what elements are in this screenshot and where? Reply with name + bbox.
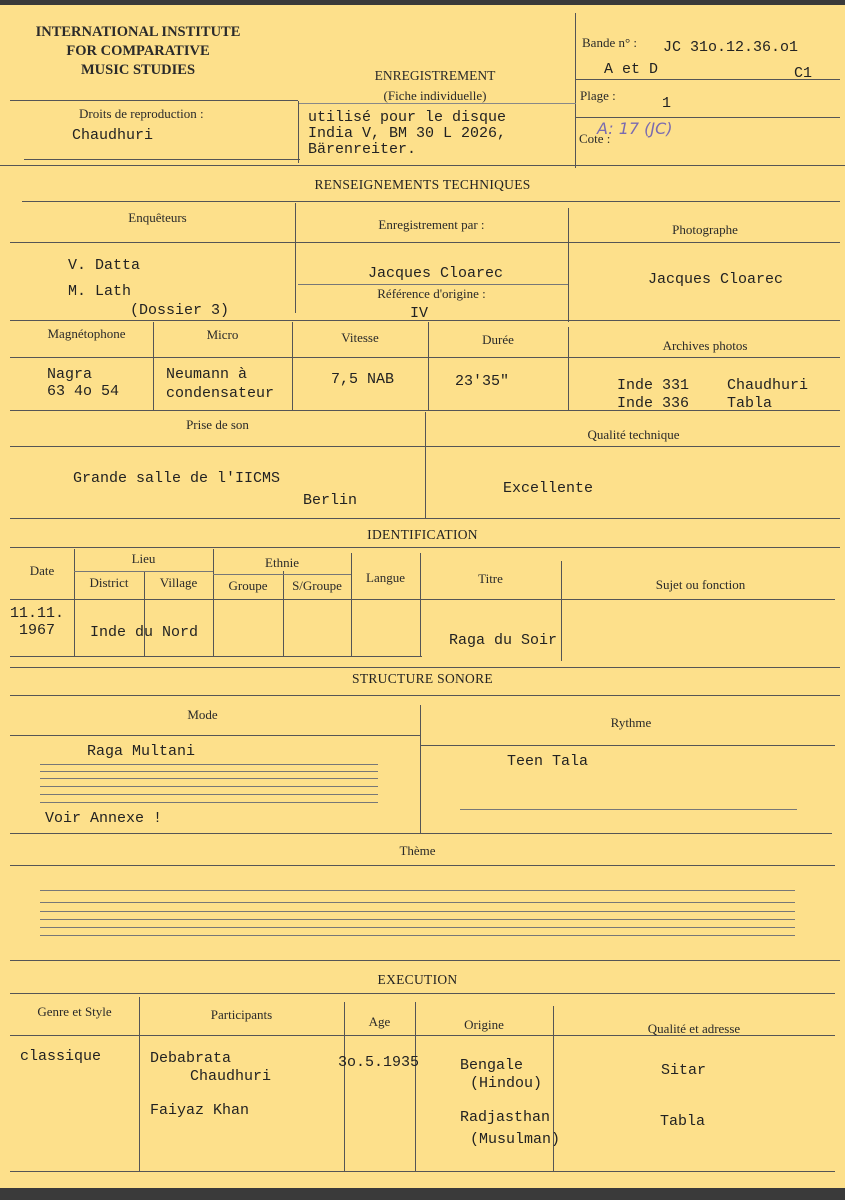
institute-name-line2: FOR COMPARATIVE — [66, 43, 210, 59]
lieu-label: Lieu — [131, 551, 156, 566]
participant1-line1: Debabrata — [150, 1050, 232, 1067]
enregistrement-par-line — [298, 284, 568, 285]
archives-2b: Tabla — [727, 395, 773, 412]
plage-line — [576, 117, 840, 118]
mode-line-4 — [40, 786, 378, 787]
mode-line-2 — [40, 771, 378, 772]
rythme-label: Rythme — [610, 715, 652, 730]
droits-value: Chaudhuri — [72, 127, 154, 144]
mode-line-6 — [40, 802, 378, 803]
langue-label: Langue — [366, 570, 405, 585]
participant1-origine-line1: Bengale — [460, 1057, 524, 1074]
participant1-line2: Chaudhuri — [190, 1068, 272, 1085]
technique-row2-top — [10, 320, 840, 321]
theme-line-5 — [40, 927, 795, 928]
magnetophone-label: Magnétophone — [47, 326, 126, 341]
execution-title-line — [10, 993, 835, 994]
reference-label: Référence d'origine : — [377, 286, 486, 301]
bande-line — [576, 79, 840, 80]
disque-line3: Bärenreiter. — [308, 141, 417, 158]
institute-name-line3: MUSIC STUDIES — [80, 62, 196, 78]
ethnie-subline — [213, 574, 351, 575]
enqueteur-1: V. Datta — [68, 257, 141, 274]
theme-header-line — [10, 865, 835, 866]
theme-line-6 — [40, 935, 795, 936]
prise-divider — [425, 412, 426, 519]
vitesse-label: Vitesse — [341, 330, 379, 345]
mode-value: Raga Multani — [87, 743, 196, 760]
sgroupe-label: S/Groupe — [292, 578, 342, 593]
identification-header-line — [10, 599, 835, 600]
mode-divider — [420, 705, 421, 833]
duree-label: Durée — [482, 332, 514, 347]
theme-label: Thème — [399, 843, 436, 858]
micro-line1: Neumann à — [166, 366, 248, 383]
photographe-label: Photographe — [672, 222, 738, 237]
rythme-header-line — [420, 745, 835, 746]
duree-value: 23'35" — [455, 373, 510, 390]
theme-line-3 — [40, 911, 795, 912]
lieu-subline — [74, 571, 213, 572]
micro-label: Micro — [206, 327, 239, 342]
groupe-label: Groupe — [228, 578, 268, 593]
genre-divider — [139, 997, 140, 1171]
structure-section-title: STRUCTURE SONORE — [352, 671, 493, 686]
duree-divider — [568, 327, 569, 410]
sujet-label: Sujet ou fonction — [655, 577, 746, 592]
bande-sub-right: C1 — [794, 65, 813, 82]
enregistrement-par-label: Enregistrement par : — [378, 217, 485, 232]
titre-value: Raga du Soir — [449, 632, 558, 649]
theme-bottom-line — [10, 960, 840, 961]
prise-de-son-label: Prise de son — [186, 417, 249, 432]
dossier-number: (Dossier 3) — [130, 302, 230, 319]
genre-value: classique — [20, 1048, 102, 1065]
ethnie-divider — [351, 553, 352, 657]
reference-value: IV — [410, 305, 429, 322]
institute-name-line1: INTERNATIONAL INSTITUTE — [35, 24, 241, 40]
mode-line-5 — [40, 794, 378, 795]
genre-style-label: Genre et Style — [37, 1004, 112, 1019]
archives-1b: Chaudhuri — [727, 377, 809, 394]
titre-label: Titre — [478, 571, 503, 586]
technique-section-title: RENSEIGNEMENTS TECHNIQUES — [314, 177, 531, 192]
ethnie-label: Ethnie — [265, 555, 299, 570]
age-label: Age — [368, 1014, 391, 1029]
mode-label: Mode — [187, 707, 218, 722]
plage-value: 1 — [662, 95, 672, 112]
village-label: Village — [159, 575, 198, 590]
identification-bottom-line — [10, 667, 840, 668]
technique-header-line — [10, 242, 840, 243]
enqueteurs-label: Enquêteurs — [128, 210, 187, 225]
district-label: District — [89, 575, 129, 590]
micro-line2: condensateur — [166, 385, 275, 402]
theme-line-4 — [40, 919, 795, 920]
header-bottom-left — [24, 159, 300, 160]
participants-label: Participants — [210, 1007, 273, 1022]
qualite-adresse-label: Qualité et adresse — [647, 1021, 741, 1036]
droits-divider — [298, 101, 299, 163]
enqueteur-2: M. Lath — [68, 283, 132, 300]
rythme-line — [460, 809, 797, 810]
header-divider — [575, 13, 576, 168]
participant1-origine-line2: (Hindou) — [470, 1075, 543, 1092]
header-bottom-line — [0, 165, 845, 166]
rythme-value: Teen Tala — [507, 753, 589, 770]
identification-section-title: IDENTIFICATION — [367, 527, 478, 542]
structure-bottom-line — [10, 833, 832, 834]
disque-line2: India V, BM 30 L 2026, — [308, 125, 507, 142]
titre-divider — [561, 561, 562, 661]
mode-header-line — [10, 735, 420, 736]
header-mid-line — [298, 103, 576, 104]
form-title: ENREGISTREMENT — [374, 68, 496, 83]
structure-title-line — [10, 695, 840, 696]
execution-section-title: EXECUTION — [377, 972, 458, 987]
langue-divider — [420, 553, 421, 657]
participant2-qualite: Tabla — [660, 1113, 706, 1130]
technique-title-line — [22, 201, 840, 202]
plage-label: Plage : — [580, 88, 616, 103]
participant1-qualite: Sitar — [661, 1062, 707, 1079]
photographe-value: Jacques Cloarec — [648, 271, 784, 288]
identification-bottom-left — [10, 656, 422, 657]
disque-line1: utilisé pour le disque — [308, 109, 507, 126]
participant2-name: Faiyaz Khan — [150, 1102, 250, 1119]
technique-row2-header-line — [10, 357, 840, 358]
qualite-technique-value: Excellente — [503, 480, 594, 497]
theme-line-1 — [40, 890, 795, 891]
technique-bottom-line — [10, 518, 840, 519]
mode-line-3 — [40, 778, 378, 779]
archives-1a: Inde 331 — [617, 377, 690, 394]
prise-line1: Grande salle de l'IICMS — [73, 470, 281, 487]
participant2-origine-line2: (Musulman) — [470, 1131, 561, 1148]
bande-sub-left: A et D — [604, 61, 659, 78]
magnetophone-line1: Nagra — [47, 366, 93, 383]
magnetophone-line2: 63 4o 54 — [47, 383, 120, 400]
origine-label: Origine — [464, 1017, 504, 1032]
date-line1: 11.11. — [10, 605, 65, 622]
form-subtitle: (Fiche individuelle) — [383, 88, 487, 103]
participant1-age: 3o.5.1935 — [338, 1054, 420, 1071]
execution-header-line — [10, 1035, 835, 1036]
enregistrement-par-value: Jacques Cloarec — [368, 265, 504, 282]
header-left-line — [10, 100, 298, 101]
bande-label: Bande n° : — [582, 35, 638, 50]
bande-value: JC 31o.12.36.o1 — [663, 39, 799, 56]
theme-line-2 — [40, 902, 795, 903]
cote-handwritten: A: 17 (JC) — [597, 119, 673, 138]
technique-col2-divider — [568, 208, 569, 322]
prise-line2: Berlin — [303, 492, 358, 509]
qualite-technique-label: Qualité technique — [587, 427, 680, 442]
record-card — [0, 5, 845, 1188]
date-label: Date — [29, 563, 55, 578]
execution-bottom-line — [10, 1171, 835, 1172]
identification-title-line — [10, 547, 840, 548]
cote-label: Cote : — [579, 131, 611, 146]
archives-2a: Inde 336 — [617, 395, 690, 412]
voir-annexe: Voir Annexe ! — [45, 810, 163, 827]
technique-row3-header-line — [10, 446, 840, 447]
archives-photos-label: Archives photos — [662, 338, 748, 353]
mode-line-1 — [40, 764, 378, 765]
vitesse-value: 7,5 NAB — [331, 371, 395, 388]
date-line2: 1967 — [19, 622, 56, 639]
droits-label: Droits de reproduction : — [79, 106, 204, 121]
technique-row3-top — [10, 410, 840, 411]
district-value: Inde du Nord — [90, 624, 199, 641]
participant2-origine-line1: Radjasthan — [460, 1109, 551, 1126]
